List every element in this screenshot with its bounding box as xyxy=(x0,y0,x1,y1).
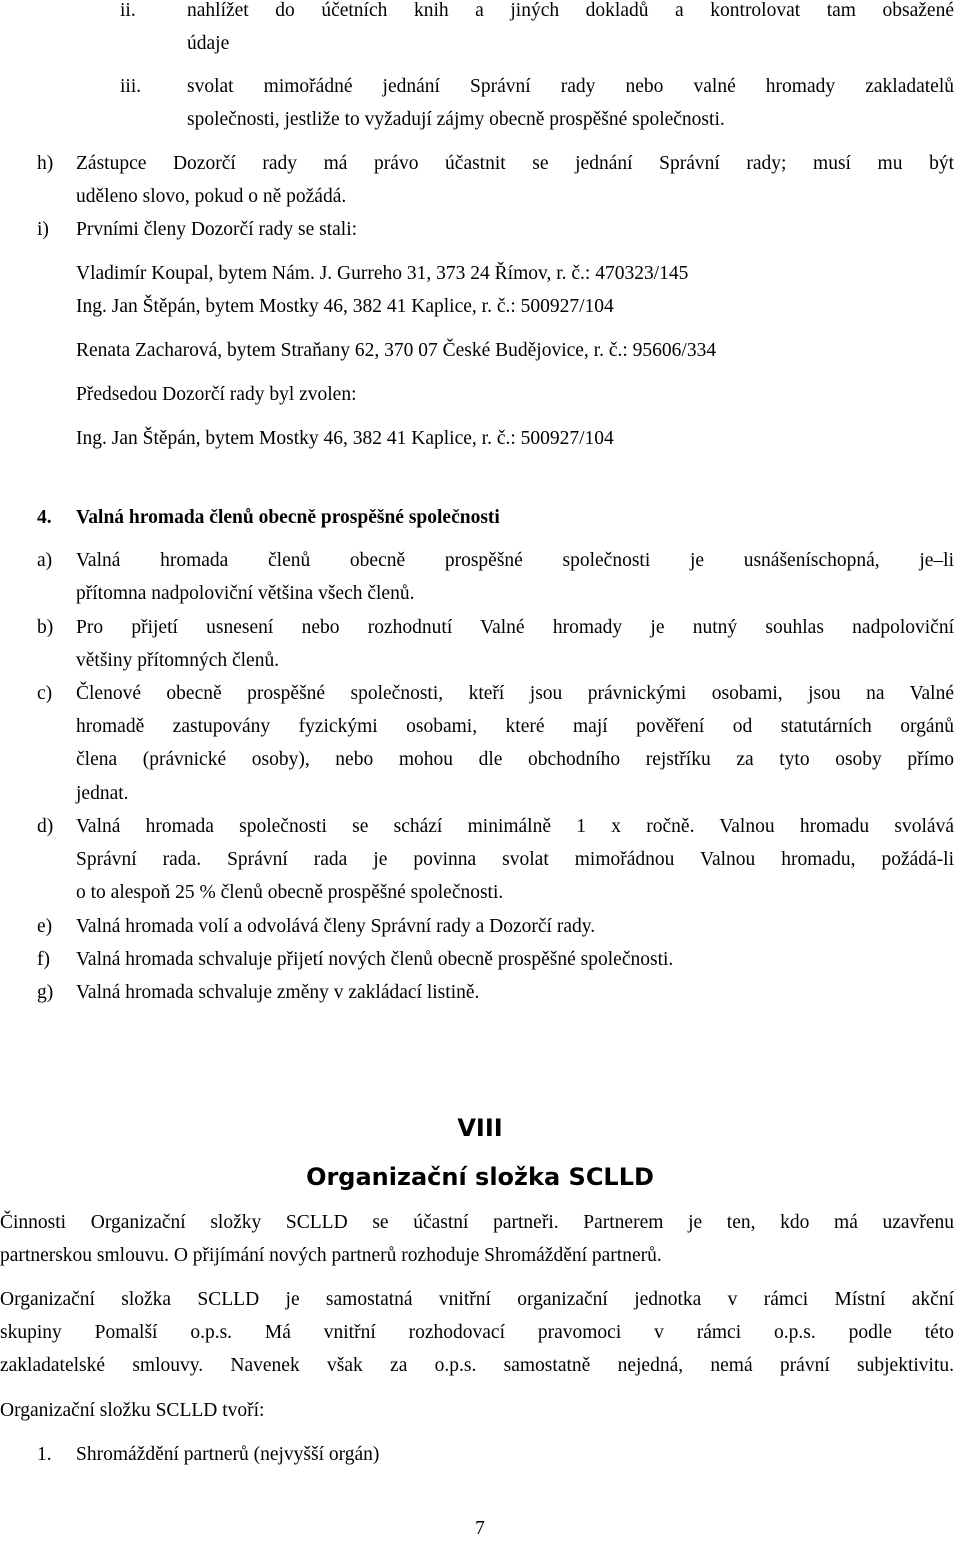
text-line: hromadě zastupovány fyzickými osobami, které mají pověření od statutárních orgánů xyxy=(76,716,954,737)
text-line: Prvními členy Dozorčí rady se stali: xyxy=(76,219,358,240)
text-line: svolat mimořádné jednání Správní rady nebo valné hromady zakladatelů xyxy=(187,76,954,97)
text-line: zakladatelské smlouvy. Navenek však za o.p.s. samostatně nejedná, nemá právní subjektivitu. xyxy=(0,1355,954,1376)
roman-numeral: ii. xyxy=(120,0,136,21)
text-line: společnosti, jestliže to vyžadují zájmy obecně prospěšné společnosti. xyxy=(187,109,725,130)
text-line: Zástupce Dozorčí rady má právo účastnit se jednání Správní rady; musí mu být xyxy=(76,153,954,174)
chapter-title: Organizační složka SCLLD xyxy=(306,1163,654,1191)
item-label: b) xyxy=(37,617,54,638)
chapter-number: VIII xyxy=(457,1114,503,1142)
text-line: Valná hromada schvaluje přijetí nových členů obecně prospěšné společnosti. xyxy=(76,949,674,970)
text-line: Valná hromada volí a odvolává členy Správní rady a Dozorčí rady. xyxy=(76,916,596,937)
roman-numeral: iii. xyxy=(120,76,142,97)
item-label: e) xyxy=(37,916,53,937)
text-line: Pro přijetí usnesení nebo rozhodnutí Valné hromady je nutný souhlas nadpoloviční xyxy=(76,617,954,638)
item-label: d) xyxy=(37,816,54,837)
text-line: o to alespoň 25 % členů obecně prospěšné společnosti. xyxy=(76,882,504,903)
text-line: Správní rada. Správní rada je povinna svolat mimořádnou Valnou hromadu, požádá-li xyxy=(76,849,954,870)
text-line: Organizační složka SCLLD je samostatná vnitřní organizační jednotka v rámci Místní akční xyxy=(0,1289,954,1310)
member-line: Ing. Jan Štěpán, bytem Mostky 46, 382 41 Kaplice, r. č.: 500927/104 xyxy=(76,296,614,317)
text-line: přítomna nadpoloviční většina všech členů. xyxy=(76,583,415,604)
text-line: partnerskou smlouvu. O přijímání nových partnerů rozhoduje Shromáždění partnerů. xyxy=(0,1245,662,1266)
text-line: člena (právnické osoby), nebo mohou dle obchodního rejstříku za tyto osoby přímo xyxy=(76,749,954,770)
text-line: skupiny Pomalší o.p.s. Má vnitřní rozhodovací pravomoci v rámci o.p.s. podle této xyxy=(0,1322,954,1343)
text-line: většiny přítomných členů. xyxy=(76,650,280,671)
text-line: Valná hromada schvaluje změny v zakládací listině. xyxy=(76,982,480,1003)
item-label: f) xyxy=(37,949,50,970)
item-label: a) xyxy=(37,550,53,571)
text-line: Členové obecně prospěšné společnosti, kteří jsou právnickými osobami, jsou na Valné xyxy=(76,683,954,704)
item-label: h) xyxy=(37,153,54,174)
member-line: Ing. Jan Štěpán, bytem Mostky 46, 382 41 Kaplice, r. č.: 500927/104 xyxy=(76,428,614,449)
text-line: nahlížet do účetních knih a jiných dokladů a kontrolovat tam obsažené xyxy=(187,0,954,21)
page-number: 7 xyxy=(475,1518,485,1539)
text-line: Valná hromada společnosti se schází minimálně 1 x ročně. Valnou hromadu svolává xyxy=(76,816,954,837)
chairman-label: Předsedou Dozorčí rady byl zvolen: xyxy=(76,384,357,405)
item-label: i) xyxy=(37,219,49,240)
member-line: Renata Zacharová, bytem Straňany 62, 370 07 České Budějovice, r. č.: 95606/334 xyxy=(76,340,717,361)
section-title: Valná hromada členů obecně prospěšné společnosti xyxy=(76,507,500,528)
text-line: údaje xyxy=(187,33,230,54)
text-line: uděleno slovo, pokud o ně požádá. xyxy=(76,186,347,207)
item-label: g) xyxy=(37,982,54,1003)
text-line: Činnosti Organizační složky SCLLD se účastní partneři. Partnerem je ten, kdo má uzavřenu xyxy=(0,1212,954,1233)
item-number: 1. xyxy=(37,1444,52,1465)
member-line: Vladimír Koupal, bytem Nám. J. Gurreho 31, 373 24 Římov, r. č.: 470323/145 xyxy=(76,263,689,284)
text-line: Valná hromada členů obecně prospěšné společnosti je usnášeníschopná, je–li xyxy=(76,550,954,571)
text-line: Organizační složku SCLLD tvoří: xyxy=(0,1400,265,1421)
section-number: 4. xyxy=(37,507,52,528)
text-line: jednat. xyxy=(76,783,129,804)
item-label: c) xyxy=(37,683,53,704)
text-line: Shromáždění partnerů (nejvyšší orgán) xyxy=(76,1444,380,1465)
